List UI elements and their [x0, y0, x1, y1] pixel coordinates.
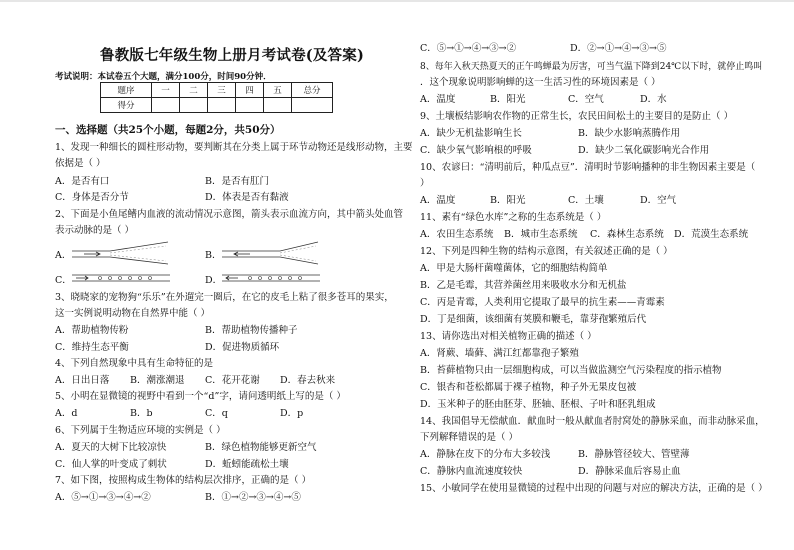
option[interactable]: A．静脉在皮下的分布大多较浅	[420, 449, 551, 460]
option[interactable]: A．是否有口	[55, 176, 110, 187]
option[interactable]: A．甲是大肠杆菌噬菌体，它的细胞结构简单	[420, 263, 608, 274]
option[interactable]: C．银杏和苍松都属于裸子植物，种子外无果皮包被	[420, 382, 637, 393]
option[interactable]: D．春去秋来	[280, 375, 336, 386]
option[interactable]: A．温度	[420, 195, 456, 206]
option[interactable]: A．农田生态系统	[420, 229, 494, 240]
question-3-line-1: 3、晓晓家的宠物狗“乐乐”在外遛完一圈后，在它的皮毛上粘了很多苍耳的果实，	[55, 292, 394, 303]
option[interactable]: C．缺少氧气影响根的呼吸	[420, 145, 532, 156]
exam-note: 考试说明：本试卷五个大题，满分100分，时间90分钟．	[55, 72, 272, 82]
question-1-line-2: 依据是（ ）	[55, 158, 106, 169]
question-5-line-1: 5、小明在显微镜的视野中看到一个“d”字，请问透明纸上写的是（ ）	[55, 391, 346, 402]
score-input-cell[interactable]	[236, 98, 264, 113]
option[interactable]: A．日出日落	[55, 375, 110, 386]
question-8-line-2: ．这个现象说明影响蝉的这一生活习性的环境因素是（ ）	[420, 77, 661, 88]
score-table-cell: 总分	[292, 83, 333, 98]
option[interactable]: B．绿色植物能够更新空气	[205, 442, 317, 453]
option[interactable]: C．土壤	[568, 195, 604, 206]
score-table-cell: 二	[180, 83, 208, 98]
score-table-score-row	[101, 98, 333, 113]
option[interactable]: B．苔藓植物只由一层细胞构成，可以当做监测空气污染程度的指示植物	[420, 365, 722, 376]
option[interactable]: D．水	[640, 94, 667, 105]
option[interactable]: C．空气	[568, 94, 604, 105]
option[interactable]: B．静脉管径较大、管壁薄	[578, 449, 690, 460]
score-table-cell: 三	[208, 83, 236, 98]
option[interactable]: B．	[205, 250, 222, 261]
option[interactable]: B．b	[130, 408, 153, 419]
option[interactable]: A．夏天的大树下比较凉快	[55, 442, 167, 453]
option[interactable]: C．维持生态平衡	[55, 342, 129, 353]
question-10-line-1: 10、农谚曰：“清明前后，种瓜点豆”．清明时节影响播种的非生物因素主要是（	[420, 162, 756, 173]
question-10-line-2: ）	[420, 178, 430, 189]
option[interactable]: D．促进物质循环	[205, 342, 280, 353]
option[interactable]: C．森林生态系统	[590, 229, 664, 240]
question-11-line-1: 11、素有“绿色水库”之称的生态系统是（ ）	[420, 212, 607, 223]
option[interactable]: A．d	[55, 408, 78, 419]
option[interactable]: D．缺少二氧化碳影响光合作用	[578, 145, 710, 156]
vessel-diagram-a	[70, 240, 175, 266]
score-table-header-row	[101, 83, 333, 98]
question-12-line-1: 12、下列是四种生物的结构示意图，有关叙述正确的是（ ）	[420, 246, 673, 257]
score-input-cell[interactable]	[264, 98, 292, 113]
question-13-line-1: 13、请你选出对相关植物正确的描述（ ）	[420, 331, 597, 342]
option[interactable]: C．丙是青霉，人类利用它提取了最早的抗生素——青霉素	[420, 297, 665, 308]
option[interactable]: B．阳光	[490, 94, 526, 105]
option[interactable]: C．⑤→①→④→③→②	[420, 43, 517, 54]
option[interactable]: A．帮助植物传粉	[55, 325, 129, 336]
option[interactable]: A．	[55, 250, 72, 261]
score-table-cell: 一	[152, 83, 180, 98]
question-14-line-2: 下列解释错误的是（ ）	[420, 432, 519, 443]
score-input-cell[interactable]	[208, 98, 236, 113]
option[interactable]: D．p	[280, 408, 304, 419]
question-3-line-2: 这一实例说明动物在自然界中能（ ）	[55, 308, 211, 319]
question-2-line-1: 2、下面是小鱼尾鳍内血液的流动情况示意图，箭头表示血流方向，其中箭头处血管	[55, 209, 404, 220]
score-table-cell: 题序	[101, 83, 152, 98]
option[interactable]: B．城市生态系统	[504, 229, 578, 240]
score-row-label: 得分	[101, 98, 152, 113]
score-table-cell: 四	[236, 83, 264, 98]
option[interactable]: C．q	[205, 408, 228, 419]
option[interactable]: D．荒漠生态系统	[674, 229, 749, 240]
question-9-line-1: 9、土壤板结影响农作物的正常生长，农民田间松土的主要目的是防止（ ）	[420, 111, 734, 122]
option[interactable]: D．	[205, 275, 223, 286]
option[interactable]: D．蚯蚓能疏松土壤	[205, 459, 289, 470]
option[interactable]: B．是否有肛门	[205, 176, 269, 187]
score-input-cell[interactable]	[292, 98, 333, 113]
option[interactable]: A．温度	[420, 94, 456, 105]
option[interactable]: D．②→①→④→③→⑤	[570, 43, 667, 54]
option[interactable]: B．乙是毛霉，其营养菌丝用来吸收水分和无机盐	[420, 280, 627, 291]
page-edge	[0, 0, 794, 2]
vessel-diagram-d	[220, 271, 325, 285]
question-15-line-1: 15、小敏同学在使用显微镜的过程中出现的问题与对应的解决方法，正确的是（ ）	[420, 483, 768, 494]
option[interactable]: B．潮涨潮退	[130, 375, 185, 386]
question-8-line-1: 8、每年入秋天热夏天的正午鸣蝉最为厉害，可当气温下降到24℃以下时，就停止鸣叫	[420, 62, 763, 72]
vessel-diagram-b	[220, 240, 325, 266]
option[interactable]: C．静脉内血流速度较快	[420, 466, 523, 477]
option[interactable]: A．⑤→①→③→④→②	[55, 492, 151, 503]
option[interactable]: C．花开花谢	[205, 375, 260, 386]
option[interactable]: D．玉米种子的胚由胚芽、胚轴、胚根、子叶和胚乳组成	[420, 399, 656, 410]
option[interactable]: C．	[55, 275, 72, 286]
option[interactable]: C．身体是否分节	[55, 192, 129, 203]
option[interactable]: D．体表是否有黏液	[205, 192, 289, 203]
question-1-line-1: 1、发现一种细长的圆柱形动物，要判断其在分类上属于环节动物还是线形动物，主要	[55, 142, 413, 153]
option[interactable]: B．①→②→③→④→⑤	[205, 492, 301, 503]
option[interactable]: A．缺少无机盐影响生长	[420, 128, 522, 139]
section-heading: 一、选择题（共25个小题，每题2分，共50分）	[55, 124, 281, 136]
option[interactable]: D．空气	[640, 195, 677, 206]
option[interactable]: B．阳光	[490, 195, 526, 206]
question-7-line-1: 7、如下图，按照构成生物体的结构层次排序，正确的是（ ）	[55, 475, 312, 486]
score-input-cell[interactable]	[152, 98, 180, 113]
option[interactable]: D．静脉采血后容易止血	[578, 466, 681, 477]
option[interactable]: B．帮助植物传播种子	[205, 325, 298, 336]
score-input-cell[interactable]	[180, 98, 208, 113]
option[interactable]: C．仙人掌的叶变成了刺状	[55, 459, 167, 470]
option[interactable]: B．缺少水影响蒸腾作用	[578, 128, 680, 139]
question-4-line-1: 4、下列自然现象中具有生命特征的是	[55, 358, 214, 369]
option[interactable]: D．丁是细菌，该细菌有荚膜和鞭毛，靠芽孢繁殖后代	[420, 314, 647, 325]
page-title: 鲁教版七年级生物上册月考试卷(及答案)	[100, 47, 365, 64]
vessel-diagram-c	[70, 271, 175, 285]
score-table-cell: 五	[264, 83, 292, 98]
score-table	[100, 82, 333, 113]
question-2-line-2: 表示动脉的是（ ）	[55, 225, 135, 236]
question-6-line-1: 6、下列属于生物适应环境的实例是（ ）	[55, 425, 226, 436]
option[interactable]: A．肾蕨、墙藓、满江红都靠孢子繁殖	[420, 348, 579, 359]
question-14-line-1: 14、我国倡导无偿献血．献血时一般从献血者肘窝处的静脉采血，而非动脉采血，	[420, 416, 765, 427]
